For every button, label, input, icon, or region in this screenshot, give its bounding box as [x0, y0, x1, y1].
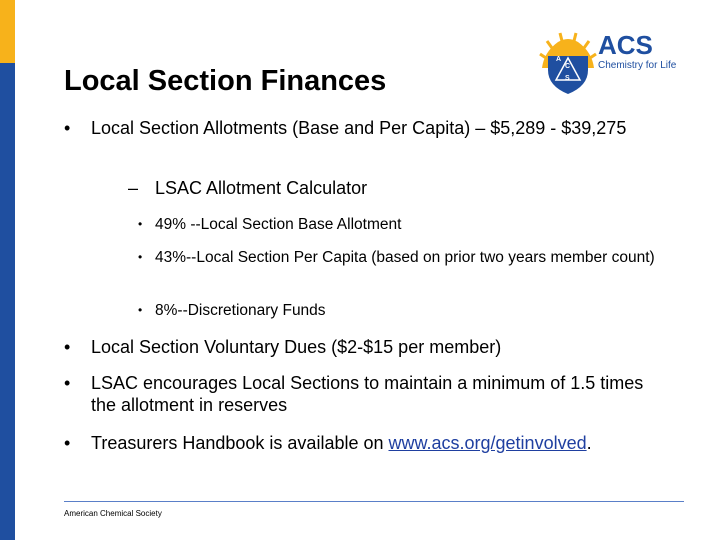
bullet-text: LSAC encourages Local Sections to maintain a minimum of 1.5 times the allotment in reserves: [91, 373, 644, 415]
sub-sub-bullet-text: 8%--Discretionary Funds: [155, 302, 326, 319]
emblem-letter-c: C: [565, 63, 571, 70]
logo-wordmark: [598, 32, 676, 72]
sub-bullet-calculator: [128, 177, 528, 199]
sub-sub-bullet-per-capita: [138, 247, 698, 289]
sub-sub-bullet-mark: •: [138, 250, 143, 264]
sub-sub-bullet-text: 43%--Local Section Per Capita (based on prior two years member count): [155, 249, 655, 266]
footer-organization: American Chemical Society: [64, 509, 162, 518]
bullet-mark: •: [64, 433, 71, 453]
bullet-allotments: [64, 117, 664, 163]
sub-sub-bullet-text: 49% --Local Section Base Allotment: [155, 216, 402, 233]
bullet-handbook: [64, 432, 684, 454]
bullet-mark: •: [64, 118, 71, 138]
sub-sub-bullet-mark: •: [138, 217, 143, 231]
sub-sub-bullet-discretionary: [138, 300, 698, 321]
logo-name: ACS: [598, 30, 653, 60]
handbook-text-after: .: [586, 433, 592, 453]
bullet-text: Local Section Allotments (Base and Per Capita) – $5,289 - $39,275: [91, 118, 627, 138]
sub-bullet-text: LSAC Allotment Calculator: [155, 178, 368, 198]
emblem-letter-s: S: [565, 75, 570, 82]
left-accent-bar-gold: [0, 0, 15, 63]
bullet-reserves: [64, 372, 664, 418]
bullet-voluntary-dues: [64, 336, 664, 358]
bullet-text: Local Section Voluntary Dues ($2-$15 per member): [91, 337, 502, 357]
bullet-mark: •: [64, 373, 71, 393]
footer-rule: [64, 501, 684, 502]
slide-title: Local Section Finances: [64, 65, 387, 97]
getinvolved-link[interactable]: www.acs.org/getinvolved: [388, 433, 587, 453]
logo-tagline: Chemistry for Life: [598, 60, 677, 71]
sub-sub-bullet-mark: •: [138, 303, 143, 317]
emblem-letter-a: A: [556, 56, 562, 63]
bullet-text: [91, 432, 592, 454]
sub-bullet-mark: –: [128, 178, 139, 198]
bullet-mark: •: [64, 337, 71, 357]
left-accent-bar-blue: [0, 63, 15, 540]
sub-sub-bullet-base: [138, 214, 698, 235]
handbook-text-before: Treasurers Handbook is available on: [91, 433, 389, 453]
